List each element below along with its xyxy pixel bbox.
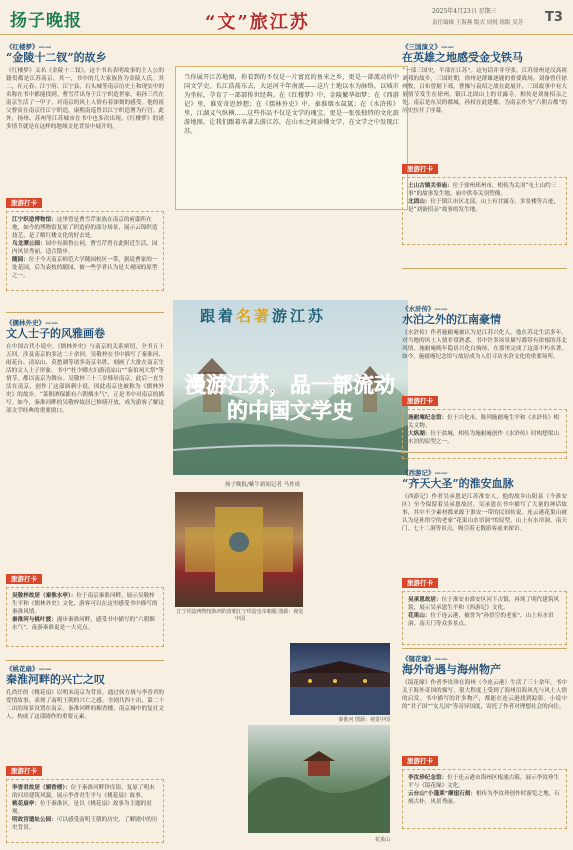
article-book: 《三国演义》——	[402, 43, 454, 51]
article-title: “齐天大圣”的淮安血脉	[402, 477, 514, 490]
tip-box	[6, 587, 164, 647]
banner-subtitle: 跟着名著游江苏	[200, 307, 327, 325]
article-body: 《镜花缘》作者李汝珍在海州（今连云港）生活了三十余年，书中关于海外奇国的描写，很大程度上受到了海州沿海风光与风土人情的启发。书中描写的许多物产，都能在连云港找到踪影。小说中的“君子国”“女儿国”等奇异国度，寄托了作者对理想社会的向往。	[402, 680, 567, 710]
tip-item: 桃花扇亭：位于秦淮区，是以《桃花扇》故事为主题的景观。	[12, 801, 152, 815]
article-body: 《水浒传》作者施耐庵被认为是江苏兴化人，他在苏北生活多年，对当地的风土人情非常熟悉。书中许多场景描写都带有浓郁的苏北风情。施耐庵晚年隐居兴化白驹场，在那里完成了这部不朽名著。如今，施耐庵纪念馆与故居成为人们寻访水浒文化的重要场所。	[402, 330, 567, 360]
tip-item: 明故宫遗址公园：可以感受南明王朝的历史，了解剧中的历史背景。	[12, 817, 158, 831]
tip-item: 北固山：位于镇江市区北部，山上有甘露寺、多景楼等古迹，是“刘备招亲”故事的发生地。	[408, 199, 560, 213]
tip-label: 旅游打卡	[402, 396, 438, 406]
tip-item: 云台山“小蓬莱”摩崖石刻：相传为李汝珍创作时游览之地，石刻古朴，风景秀丽。	[408, 791, 560, 805]
tip-box	[402, 177, 567, 245]
article-taohuashan	[6, 664, 164, 843]
article-title: 文人士子的风雅画卷	[6, 327, 105, 340]
tip-item: 花果山：位于连云港，被誉为“孙悟空的老家”，山上有水帘洞、南天门等众多景点。	[408, 613, 554, 627]
photo-qinhuai-river	[290, 643, 390, 715]
tip-item: 李香君故居（媚香楼）：位于秦淮河畔钞库街，复原了明末的河房建筑风貌，展示李香君生平与《桃花扇》故事。	[12, 785, 155, 799]
newspaper-logo: 扬子晚报	[10, 11, 82, 31]
column-divider	[402, 648, 567, 649]
photo-court-robe	[175, 492, 303, 607]
column-divider	[402, 268, 567, 269]
tip-box	[6, 779, 164, 843]
banner-headline: 漫游江苏，品一部流动的中国文学史	[185, 372, 395, 423]
tip-label: 旅游打卡	[402, 578, 438, 588]
article-title: 秦淮河畔的兴亡之叹	[6, 673, 105, 686]
article-shuihuzhuan	[402, 304, 567, 459]
tip-label: 旅游打卡	[402, 756, 438, 766]
article-title: 在英雄之地感受金戈铁马	[402, 51, 523, 64]
tip-item: 李汝珍纪念馆：位于连云港市海州区板浦古镇，展示李汝珍生平与《镜花缘》文化。	[408, 775, 560, 789]
article-book: 《镜花缘》——	[402, 655, 448, 663]
tip-item: 土山古镇关帝庙：位于徐州邳州市，相传为关羽“屯土山约三事”的故事发生地，庙中供奉关羽塑像。	[408, 183, 557, 197]
tip-label: 旅游打卡	[6, 574, 42, 584]
photo-caption: 花果山	[374, 837, 390, 843]
tip-item: 秦淮河与桃叶渡：漫步秦淮河畔，感受书中描写的“六朝烟水气”，夜游秦淮更是一大亮点。	[12, 617, 155, 631]
tip-box	[402, 769, 567, 829]
byline: 扬子晚报/紫牛新闻记者 马祚成	[225, 482, 301, 488]
article-body: 《红楼梦》又名《金陵十二钗》，这个书名表明故事的主人公的籍贯都是江苏南京。其一，书中的几大家族皆为金陵人氏。其二，在元春、江宁府、江宁县，石头城等南京历史上和现实中的名称在书中都能找到。曹雪芹出身于江宁织造世家，祖孙三代在南京生活了一甲子，对南京的风土人情有着深刻的感受。他的祖父曹寅在南京任江宁织造，康熙南巡曾以江宁织造署为行宫。此外，扬州、苏州等江苏城市在书中也多次出现。《红楼梦》的诸多情节就是在这样的地域文化背景中展开的。	[6, 68, 164, 130]
tip-item: 大纵湖：位于盐城，相传为施耐庵创作《水浒传》时构想梁山水泊的原型之一。	[408, 431, 560, 445]
article-book: 《水浒传》——	[402, 305, 448, 313]
tip-label: 旅游打卡	[6, 198, 42, 208]
editor-credits: 责任编辑 王海燕 版式 周悦 组版 吴芳	[432, 20, 524, 26]
article-xiyouji	[402, 468, 567, 645]
article-body: 在中国古代小说中，《儒林外史》与南京的关系密切，全书五十五回，涉及南京的多达二十余回。吴敬梓在书中描写了秦淮河、雨花台、清凉山、莫愁湖等诸多南京名胜，刻画了大批在南京生活的文人士子形象。书中“杜少卿夫妇游清凉山”“泰伯祠大祭”等情节，都以南京为舞台。吴敬梓三十三岁移居南京，此后一直生活在南京，创作了这部讽刺小说，因此南京也被称为《儒林外史》的故乡。“菜佣酒保都有六朝烟水气”，正是书中对南京的描写。如今，秦淮河畔的吴敬梓故居已修缮开放，成为游客了解这部文学经典的重要窗口。	[6, 344, 164, 414]
page-header	[0, 0, 573, 36]
article-body: 《西游记》作者吴承恩是江苏淮安人，他的故乡山阳县（今淮安区）至今保留着吴承恩故居。吴承恩在书中描写了大量的神话故事，其中不少素材都来源于淮安一带的民间传说。连云港花果山被认为是孙悟空的老家“花果山水帘洞”的原型，山上有水帘洞、南天门、七十二洞等景点，吸引着无数游客前来探访。	[402, 494, 567, 532]
tip-item: 吴敬梓故居（秦淮水亭）：位于南京秦淮河畔，展示吴敬梓生平和《儒林外史》文化，游客可以在这里感受书中描写的秦淮风情。	[12, 593, 158, 615]
column-divider	[6, 312, 164, 313]
article-title: “金陵十二钗”的故乡	[6, 51, 107, 64]
tip-box	[402, 591, 567, 645]
tip-label: 旅游打卡	[402, 164, 438, 174]
tip-item: 随园：位于今天南京师范大学随园校区一带，据说曹家的一处花园，后为袁枚的随园，被一些学者认为是大观园的原型之一。	[12, 257, 158, 279]
article-book: 《桃花扇》——	[6, 665, 52, 673]
tip-item: 施耐庵纪念馆：位于兴化市，陈列施耐庵生平和《水浒传》相关文物。	[408, 415, 560, 429]
column-divider	[402, 452, 567, 453]
photo-huaguoshan	[248, 725, 390, 833]
article-rulinwaishi	[6, 318, 164, 647]
article-title: 海外奇遇与海州物产	[402, 663, 501, 676]
article-jinghuayuan	[402, 654, 567, 829]
tip-box	[6, 211, 164, 291]
photo-caption: 秦淮河 图源：视觉中国	[338, 717, 390, 723]
tip-item: 乌龙潭公园：园中有颜鲁公祠，曹雪芹曾在此附近生活，园内风景秀丽，适合散步。	[12, 241, 158, 255]
issue-date: 2025年4月23日 星期三	[432, 8, 497, 15]
tip-item: 江宁织造博物馆：这里曾是曹雪芹家族在南京的府邸所在地，如今的博物馆复原了织造府的部分场景，展示云锦织造技艺，是了解红楼文化的好去处。	[12, 217, 158, 239]
photo-caption: 江宁织造博物馆陈列的清朝江宁织造皇帝朝服 图源：视觉中国	[176, 609, 304, 622]
article-book: 《西游记》——	[402, 469, 448, 477]
article-book: 《红楼梦》——	[6, 43, 52, 51]
header-divider	[0, 34, 573, 35]
article-body: “一部三国史，半部在江苏”。这句话并非夸张。江苏徐州是汉高祖刘邦的故乡，三国时期，徐州是群雄逐鹿的重要战场。刘备曾任徐州牧，吕布曾据下邳，曹操与袁绍之战在此展开，三国故事中有大量情节发生在徐州。镇江北固山上的甘露寺，相传是刘备招亲之处。南京是东吴的都城，孙权在此建都，为南京作为“六朝古都”的历史拉开了序幕。	[402, 68, 567, 114]
column-divider	[6, 660, 164, 661]
section-title: “文”旅江苏	[205, 12, 310, 33]
center-intro: 当你展开江苏地图，你看到的不仅是一片富庶的鱼米之乡，更是一部流动的中国文学史。长江浩荡东去，大运河千年南流——这片土地以水为脉络，以城市为坐标，孕育了一部部传世经典。在《红楼梦》中，金陵繁华如梦；在《西游记》里，淮安奇思妙想；在《儒林外史》中，秦淮烟水氤氲；在《水浒传》里，江湖义气纵横……这些作品不仅是文学的瑰宝，更是一张张独特的文化旅游地图。让我们跟着名著去游江苏，在山水之间读懂文学，在文学之中发现江苏。	[175, 66, 408, 210]
article-title: 水泊之外的江南豪情	[402, 313, 501, 326]
article-book: 《儒林外史》——	[6, 319, 58, 327]
article-hongloumeng	[6, 42, 164, 291]
page-number: T3	[545, 10, 563, 25]
tip-item: 吴承恩故居：位于淮安市淮安区河下古镇，再现了明代建筑风貌，展示吴承恩生平和《西游记》文化。	[408, 597, 560, 611]
article-body: 孔尚任的《桃花扇》以明末南京为背景，通过侯方域与李香君的爱情故事，表现了南明王朝的兴亡之感。全剧共四十出，第二十二出的场景设置在南京。秦淮河畔的媚香楼、南京城中的复社文人，构成了这部剧作的重要元素。	[6, 690, 164, 720]
tip-label: 旅游打卡	[6, 766, 42, 776]
article-sanguoyanyi	[402, 42, 567, 245]
